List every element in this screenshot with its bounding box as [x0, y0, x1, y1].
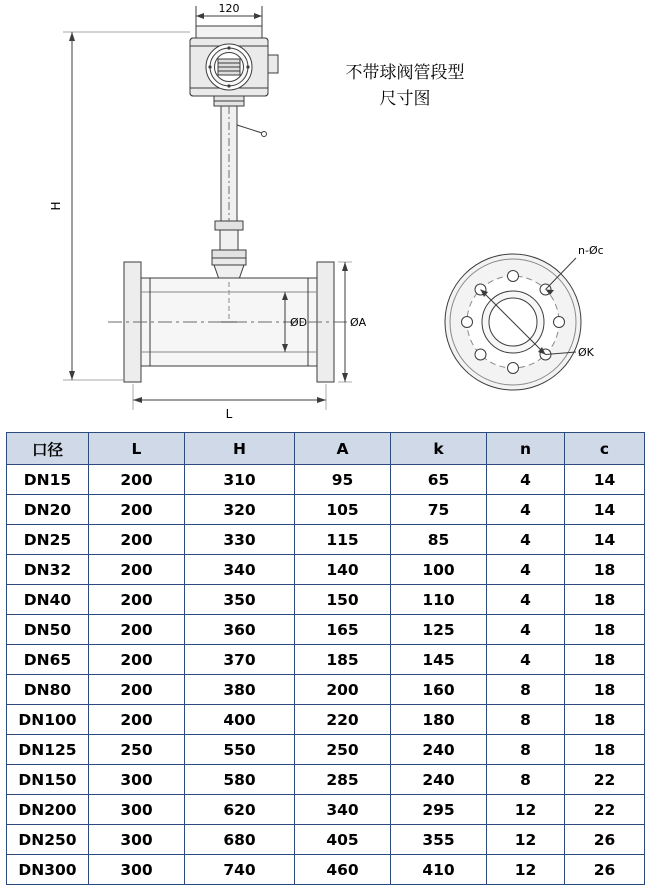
- cell-k: 65: [391, 465, 487, 495]
- spec-table: [6, 432, 645, 885]
- cell-diameter: DN65: [7, 645, 89, 675]
- cell-h: 380: [185, 675, 295, 705]
- cell-n: 4: [487, 465, 565, 495]
- table-header-row: [7, 433, 645, 465]
- cell-n: 8: [487, 705, 565, 735]
- cell-a: 340: [295, 795, 391, 825]
- cell-diameter: DN50: [7, 615, 89, 645]
- cell-l: 200: [89, 675, 185, 705]
- cell-k: 410: [391, 855, 487, 885]
- column-header-n: n: [487, 433, 565, 465]
- cell-k: 180: [391, 705, 487, 735]
- table-row: [7, 735, 645, 765]
- cell-a: 460: [295, 855, 391, 885]
- cell-c: 22: [565, 765, 645, 795]
- column-header-l: L: [89, 433, 185, 465]
- cell-diameter: DN32: [7, 555, 89, 585]
- cell-k: 85: [391, 525, 487, 555]
- cell-diameter: DN200: [7, 795, 89, 825]
- cell-n: 12: [487, 825, 565, 855]
- cell-a: 105: [295, 495, 391, 525]
- cell-c: 26: [565, 825, 645, 855]
- cell-k: 100: [391, 555, 487, 585]
- cell-diameter: DN80: [7, 675, 89, 705]
- table-row: [7, 555, 645, 585]
- cell-diameter: DN100: [7, 705, 89, 735]
- cell-n: 4: [487, 495, 565, 525]
- cell-l: 300: [89, 825, 185, 855]
- cell-diameter: DN15: [7, 465, 89, 495]
- cell-c: 18: [565, 705, 645, 735]
- cell-a: 200: [295, 675, 391, 705]
- column-header-h: H: [185, 433, 295, 465]
- cell-l: 300: [89, 855, 185, 885]
- cell-c: 18: [565, 555, 645, 585]
- cell-l: 300: [89, 795, 185, 825]
- cell-k: 160: [391, 675, 487, 705]
- table-row: [7, 495, 645, 525]
- cell-a: 140: [295, 555, 391, 585]
- cell-a: 115: [295, 525, 391, 555]
- cell-diameter: DN125: [7, 735, 89, 765]
- cell-n: 4: [487, 555, 565, 585]
- cell-n: 4: [487, 525, 565, 555]
- column-header-a: A: [295, 433, 391, 465]
- cell-a: 250: [295, 735, 391, 765]
- caption-line-1: 不带球阀管段型: [345, 63, 465, 83]
- dim-bore-label: ØD: [290, 316, 308, 329]
- column-header-k: k: [391, 433, 487, 465]
- table-row: [7, 825, 645, 855]
- dim-length-label: L: [225, 407, 233, 421]
- table-row: [7, 645, 645, 675]
- table-row: [7, 705, 645, 735]
- drawing-caption: [300, 60, 510, 113]
- cell-a: 165: [295, 615, 391, 645]
- table-body: [7, 465, 645, 885]
- cell-a: 150: [295, 585, 391, 615]
- cell-a: 95: [295, 465, 391, 495]
- cell-l: 300: [89, 765, 185, 795]
- cell-h: 350: [185, 585, 295, 615]
- cell-a: 285: [295, 765, 391, 795]
- caption-line-2: 尺寸图: [379, 89, 431, 110]
- cell-h: 320: [185, 495, 295, 525]
- cell-c: 18: [565, 675, 645, 705]
- cell-l: 200: [89, 585, 185, 615]
- cell-l: 250: [89, 735, 185, 765]
- cell-k: 240: [391, 735, 487, 765]
- cell-h: 680: [185, 825, 295, 855]
- dim-height-label: H: [49, 201, 63, 211]
- cell-h: 340: [185, 555, 295, 585]
- cell-k: 240: [391, 765, 487, 795]
- column-header-c: c: [565, 433, 645, 465]
- dim-top-width-label: 120: [218, 2, 240, 15]
- cell-c: 22: [565, 795, 645, 825]
- cell-h: 370: [185, 645, 295, 675]
- cell-h: 330: [185, 525, 295, 555]
- dimension-drawing: [0, 0, 650, 430]
- cell-l: 200: [89, 465, 185, 495]
- cell-n: 8: [487, 765, 565, 795]
- cell-h: 740: [185, 855, 295, 885]
- head-top-cap: [196, 26, 262, 38]
- table-row: [7, 855, 645, 885]
- cell-l: 200: [89, 525, 185, 555]
- cell-h: 580: [185, 765, 295, 795]
- cell-a: 405: [295, 825, 391, 855]
- cell-a: 220: [295, 705, 391, 735]
- table-row: [7, 675, 645, 705]
- cell-k: 145: [391, 645, 487, 675]
- cell-diameter: DN40: [7, 585, 89, 615]
- cell-h: 400: [185, 705, 295, 735]
- cell-diameter: DN20: [7, 495, 89, 525]
- cell-c: 18: [565, 615, 645, 645]
- cell-n: 8: [487, 675, 565, 705]
- cell-c: 14: [565, 495, 645, 525]
- cell-c: 18: [565, 585, 645, 615]
- cell-l: 200: [89, 615, 185, 645]
- cell-l: 200: [89, 495, 185, 525]
- cell-l: 200: [89, 645, 185, 675]
- cell-k: 125: [391, 615, 487, 645]
- cell-l: 200: [89, 555, 185, 585]
- dim-flange-od-label: ØA: [350, 316, 367, 329]
- cell-h: 310: [185, 465, 295, 495]
- column-header-diameter: 口径: [7, 433, 89, 465]
- table-row: [7, 615, 645, 645]
- cell-n: 4: [487, 585, 565, 615]
- cell-c: 14: [565, 525, 645, 555]
- cell-n: 12: [487, 855, 565, 885]
- cell-c: 14: [565, 465, 645, 495]
- table-row: [7, 465, 645, 495]
- cell-diameter: DN300: [7, 855, 89, 885]
- cell-h: 360: [185, 615, 295, 645]
- cell-n: 12: [487, 795, 565, 825]
- cell-l: 200: [89, 705, 185, 735]
- cell-h: 550: [185, 735, 295, 765]
- cell-a: 185: [295, 645, 391, 675]
- table-row: [7, 525, 645, 555]
- cell-c: 18: [565, 735, 645, 765]
- cell-c: 18: [565, 645, 645, 675]
- spec-table-container: [6, 432, 644, 885]
- table-row: [7, 795, 645, 825]
- table-row: [7, 585, 645, 615]
- cell-k: 110: [391, 585, 487, 615]
- cell-k: 75: [391, 495, 487, 525]
- cell-diameter: DN25: [7, 525, 89, 555]
- cell-diameter: DN150: [7, 765, 89, 795]
- table-row: [7, 765, 645, 795]
- dim-bolt-circle-label: ØK: [578, 346, 594, 359]
- cell-n: 4: [487, 615, 565, 645]
- cell-diameter: DN250: [7, 825, 89, 855]
- cell-c: 26: [565, 855, 645, 885]
- cell-k: 295: [391, 795, 487, 825]
- cell-n: 4: [487, 645, 565, 675]
- cell-k: 355: [391, 825, 487, 855]
- cell-n: 8: [487, 735, 565, 765]
- cell-h: 620: [185, 795, 295, 825]
- dim-bolt-holes-label: n-Øc: [578, 244, 604, 257]
